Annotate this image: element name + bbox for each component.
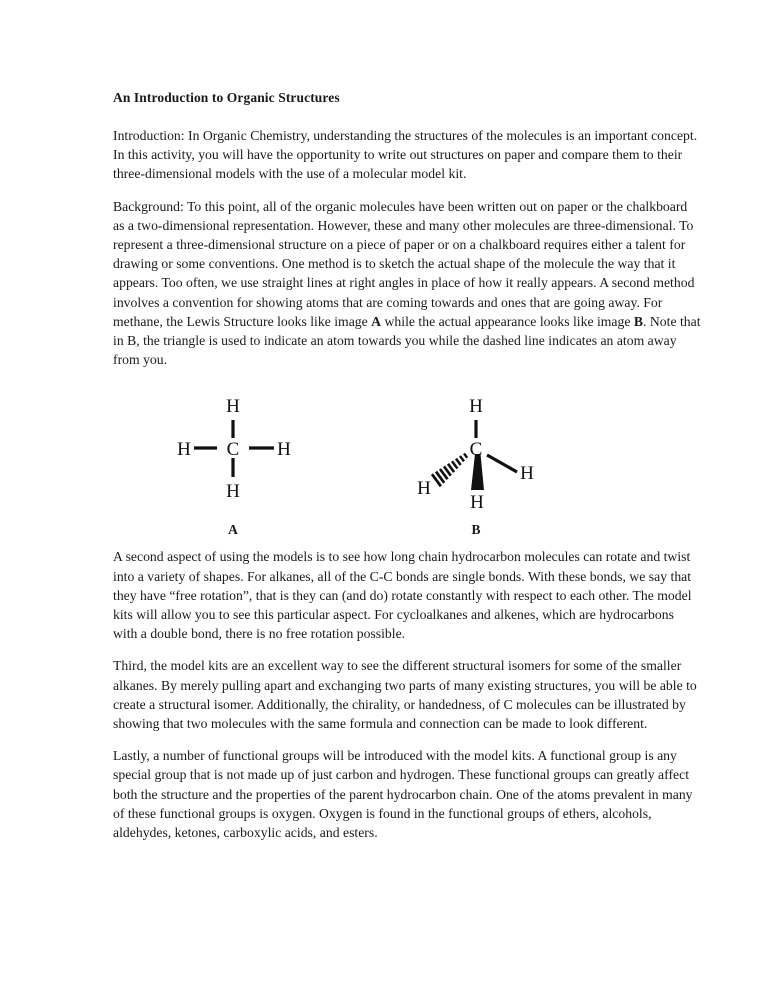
- atom-label-h-top: H: [226, 396, 240, 418]
- paragraph-second-aspect: [113, 547, 701, 643]
- paragraph-introduction: [113, 126, 701, 184]
- paragraph-text: A second aspect of using the models is to see how long chain hydrocarbon molecules can rotate and twist into a variety of shapes. For alkanes, all of the C-C bonds are single bonds. With these bonds, we say that they have “free rotation”, that is they can (and do) rotate constantly with respect to each other. The model kits will allow you to see this particular aspect. For cycloalkanes and alkenes, which are hydrocarbons with a double bond, there is no free rotation possible.: [113, 549, 692, 642]
- atom-label-c-center: C: [226, 439, 240, 461]
- paragraph-structural-isomers: [113, 656, 701, 733]
- atom-label-h-lower-left: H: [417, 478, 431, 500]
- paragraph-text: Introduction: In Organic Chemistry, understanding the structures of the molecules is an important concept. In this activity, you will have the opportunity to write out structures on paper and compare them to their three-dimensional models with the use of a molecular model kit.: [113, 128, 698, 182]
- bond-right-plain: [487, 455, 517, 472]
- figure-methane-3d-structure: [381, 382, 571, 537]
- atom-label-h-bottom: H: [226, 481, 240, 503]
- paragraph-text: . Note that in B, the triangle is used to indicate an atom towards you while the dashed line indicates an atom away from you.: [113, 313, 701, 368]
- atom-label-h-top: H: [469, 396, 483, 418]
- figure-methane-lewis-structure: [138, 382, 328, 537]
- atom-label-h-left: H: [177, 439, 191, 461]
- paragraph-text: Third, the model kits are an excellent way to see the different structural isomers for some of the smaller alkanes. By merely pulling apart and exchanging two parts of many existing structures, you will be able to create a structural isomer. Additionally, the chirality, or handedness, of C molecules can be illustrated by showing that two molecules with the same formula and connection can be made to look different.: [113, 658, 697, 732]
- page-title: An Introduction to Organic Structures: [113, 90, 340, 105]
- bond-lower-left-hashed-wedge: [432, 454, 467, 487]
- paragraph-text: Lastly, a number of functional groups will be introduced with the model kits. A functional group is any special group that is not made up of just carbon and hydrogen. These functional groups can greatly affect both the structure and the properties of the parent hydrocarbon chain. One of the atoms prevalent in many of these functional groups is oxygen. Oxygen is found in the functional groups of ethers, alcohols, aldehydes, ketones, carboxylic acids, and esters.: [113, 748, 693, 841]
- atom-label-h-bottom: H: [470, 492, 484, 513]
- atom-label-h-right: H: [277, 439, 291, 461]
- image-reference-b: B: [633, 313, 644, 329]
- methane-3d-svg: [381, 382, 571, 512]
- figure-label-b: B: [471, 522, 481, 538]
- paragraph-text: Background: To this point, all of the organic molecules have been written out on paper or the chalkboard as a two-dimensional representation. However, these and many other molecules are three-dimensional. To represent a three-dimensional structure on a piece of paper or on a chalkboard requires either a talent for drawing or some conventions. One method is to sketch the actual shape of the molecule the way that it appears. Too often, we use straight lines at right angles in place of how it really appears. A second method involves a convention for showing atoms that are coming towards and ones that are going away. For methane, the Lewis Structure looks like image: [113, 198, 695, 329]
- methane-lewis-svg: [138, 382, 328, 512]
- paragraph-background: [113, 197, 701, 370]
- image-reference-a: A: [371, 313, 382, 329]
- figure-label-a: A: [228, 522, 238, 538]
- atom-label-c-center: C: [469, 439, 483, 461]
- document-body: [113, 88, 701, 855]
- paragraph-functional-groups: [113, 746, 701, 842]
- molecule-figures: [113, 382, 701, 537]
- atom-label-h-right: H: [520, 463, 534, 485]
- paragraph-text: while the actual appearance looks like image: [381, 313, 634, 329]
